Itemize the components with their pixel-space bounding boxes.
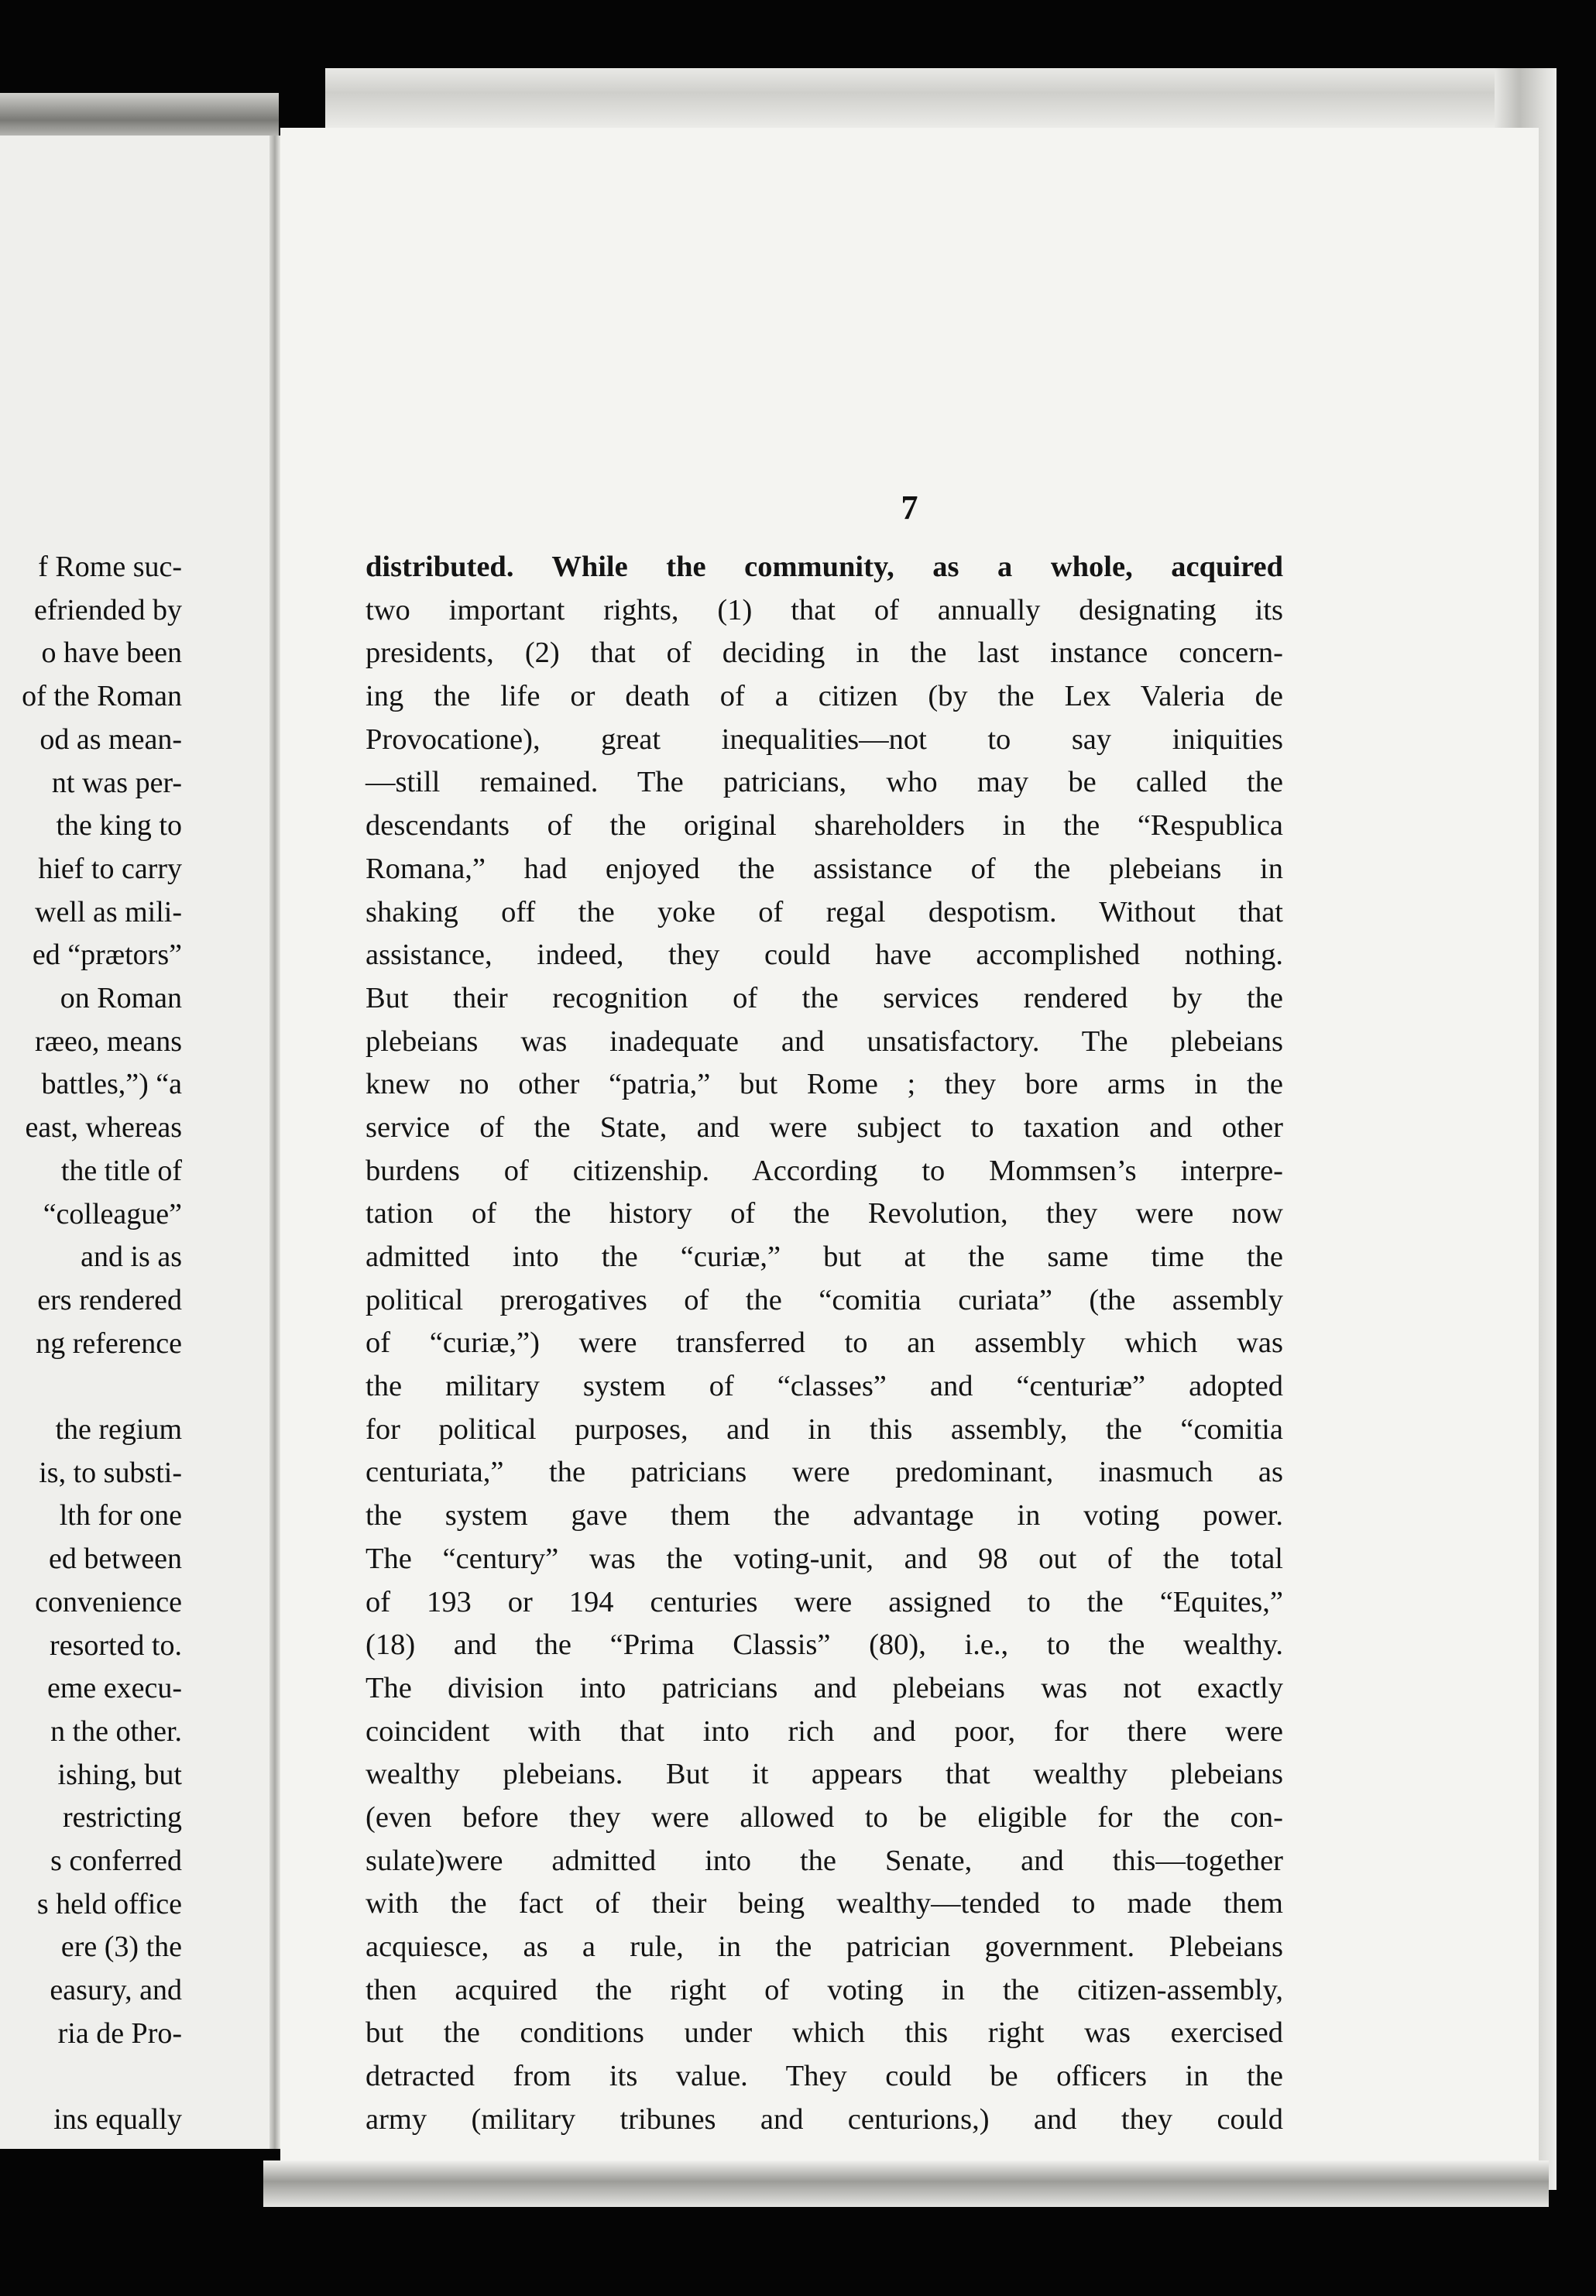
left-page-line: is, to substi- <box>39 1456 182 1489</box>
main-page <box>280 128 1539 2172</box>
left-page-line: od as mean- <box>39 722 182 756</box>
text-line: But their recognition of the services rendered by the <box>366 981 1283 1014</box>
text-line: ing the life or death of a citizen (by the Lex Valeria de <box>366 680 1283 713</box>
page-number: 7 <box>901 489 918 527</box>
text-line: (18) and the “Prima Classis” (80), i.e., to the wealthy. <box>366 1628 1283 1662</box>
text-line: Romana,” had enjoyed the assistance of the plebeians in <box>366 852 1283 885</box>
text-line: knew no other “patria,” but Rome ; they bore arms in the <box>366 1068 1283 1101</box>
left-page-line: ria de Pro- <box>57 2016 182 2050</box>
text-line: political prerogatives of the “comitia curiata” (the assembly <box>366 1283 1283 1316</box>
text-line: two important rights, (1) that of annually designating its <box>366 593 1283 626</box>
text-line: presidents, (2) that of deciding in the last instance concern- <box>366 637 1283 670</box>
left-page-line: eme execu- <box>46 1672 182 1705</box>
page-body <box>366 546 1283 2141</box>
text-line: The “century” was the voting-unit, and 98 out of the total <box>366 1542 1283 1575</box>
top-page-edge <box>325 68 1533 130</box>
text-line: detracted from its value. They could be officers in the <box>366 2060 1283 2093</box>
text-line: descendants of the original shareholders in the “Respublica <box>366 809 1283 843</box>
left-page-line: on Roman <box>60 982 182 1014</box>
text-line: —still remained. The patricians, who may be called the <box>366 766 1283 799</box>
left-page-line: easury, and <box>50 1974 182 2007</box>
text-line: then acquired the right of voting in the citizen-assembly, <box>366 1973 1283 2006</box>
left-page-line: battles,”) “a <box>41 1068 182 1101</box>
left-page-line: ræeo, means <box>35 1024 182 1058</box>
bottom-page-edge <box>263 2160 1549 2207</box>
text-line: of 193 or 194 centuries were assigned to the “Equites,” <box>366 1585 1283 1618</box>
text-line: centuriata,” the patricians were predominant, inasmuch as <box>366 1456 1283 1489</box>
left-page-line: n the other. <box>50 1714 182 1748</box>
text-line: Provocatione), great inequalities—not to say iniquities <box>366 722 1283 756</box>
text-line: of “curiæ,”) were transferred to an assembly which was <box>366 1326 1283 1360</box>
left-page-line: ers rendered <box>37 1283 182 1316</box>
text-line: the system gave them the advantage in voting power. <box>366 1499 1283 1532</box>
left-page-line: nt was per- <box>51 766 182 799</box>
text-line: admitted into the “curiæ,” but at the same time the <box>366 1241 1283 1273</box>
text-line: assistance, indeed, they could have accomplished nothing. <box>366 939 1283 972</box>
gutter <box>269 136 280 2149</box>
text-line: coincident with that into rich and poor, for there were <box>366 1714 1283 1748</box>
left-page-line: ishing, but <box>57 1758 182 1791</box>
text-line: army (military tribunes and centurions,) and they could <box>366 2102 1283 2136</box>
text-line: sulate)were admitted into the Senate, and this—together <box>366 1844 1283 1877</box>
left-page-line: convenience <box>35 1585 182 1618</box>
left-page-line: lth for one <box>59 1499 182 1532</box>
text-line: with the fact of their being wealthy—tended to made them <box>366 1887 1283 1920</box>
text-line: (even before they were allowed to be eligible for the con- <box>366 1800 1283 1834</box>
left-page-line: ed between <box>49 1543 182 1576</box>
left-page-line: ed “prætors” <box>32 939 182 972</box>
text-line: acquiesce, as a rule, in the patrician government. Plebeians <box>366 1930 1283 1963</box>
left-page-line: the king to <box>56 809 182 843</box>
left-page-line: s held office <box>36 1887 182 1920</box>
text-line: burdens of citizenship. According to Mommsen’s interpre- <box>366 1154 1283 1187</box>
text-line: The division into patricians and plebeians was not exactly <box>366 1671 1283 1704</box>
text-line: but the conditions under which this right was exercised <box>366 2016 1283 2050</box>
text-line: distributed. While the community, as a whole, acquired <box>366 551 1283 583</box>
text-line: wealthy plebeians. But it appears that wealthy plebeians <box>366 1758 1283 1791</box>
left-page-line: f Rome suc- <box>38 551 182 583</box>
left-page-line: well as mili- <box>35 895 182 928</box>
left-page-line: efriended by <box>34 593 182 626</box>
left-page-line: o have been <box>41 637 182 670</box>
text-line: plebeians was inadequate and unsatisfactory. The plebeians <box>366 1024 1283 1058</box>
left-page-line: ere (3) the <box>60 1930 182 1964</box>
text-line: the military system of “classes” and “centuriæ” adopted <box>366 1370 1283 1403</box>
left-page-line: ins equally <box>53 2103 182 2136</box>
left-page <box>0 136 279 2149</box>
left-page-line: the title of <box>60 1154 182 1187</box>
text-line: tation of the history of the Revolution, they were now <box>366 1197 1283 1230</box>
left-page-line: of the Roman <box>22 680 182 713</box>
left-page-line: s conferred <box>50 1845 182 1877</box>
left-page-line: and is as <box>81 1241 182 1274</box>
text-line: service of the State, and were subject to taxation and other <box>366 1110 1283 1144</box>
left-page-line: east, whereas <box>25 1111 182 1145</box>
left-page-line: restricting <box>62 1801 182 1834</box>
text-line: shaking off the yoke of regal despotism. Without that <box>366 895 1283 928</box>
left-page-line: the regium <box>55 1413 182 1446</box>
left-page-line: “colleague” <box>43 1197 182 1230</box>
text-line: for political purposes, and in this assembly, the “comitia <box>366 1412 1283 1446</box>
left-page-line: resorted to. <box>50 1628 182 1662</box>
left-page-line: ng reference <box>36 1326 182 1360</box>
left-page-line: hief to carry <box>38 852 182 885</box>
